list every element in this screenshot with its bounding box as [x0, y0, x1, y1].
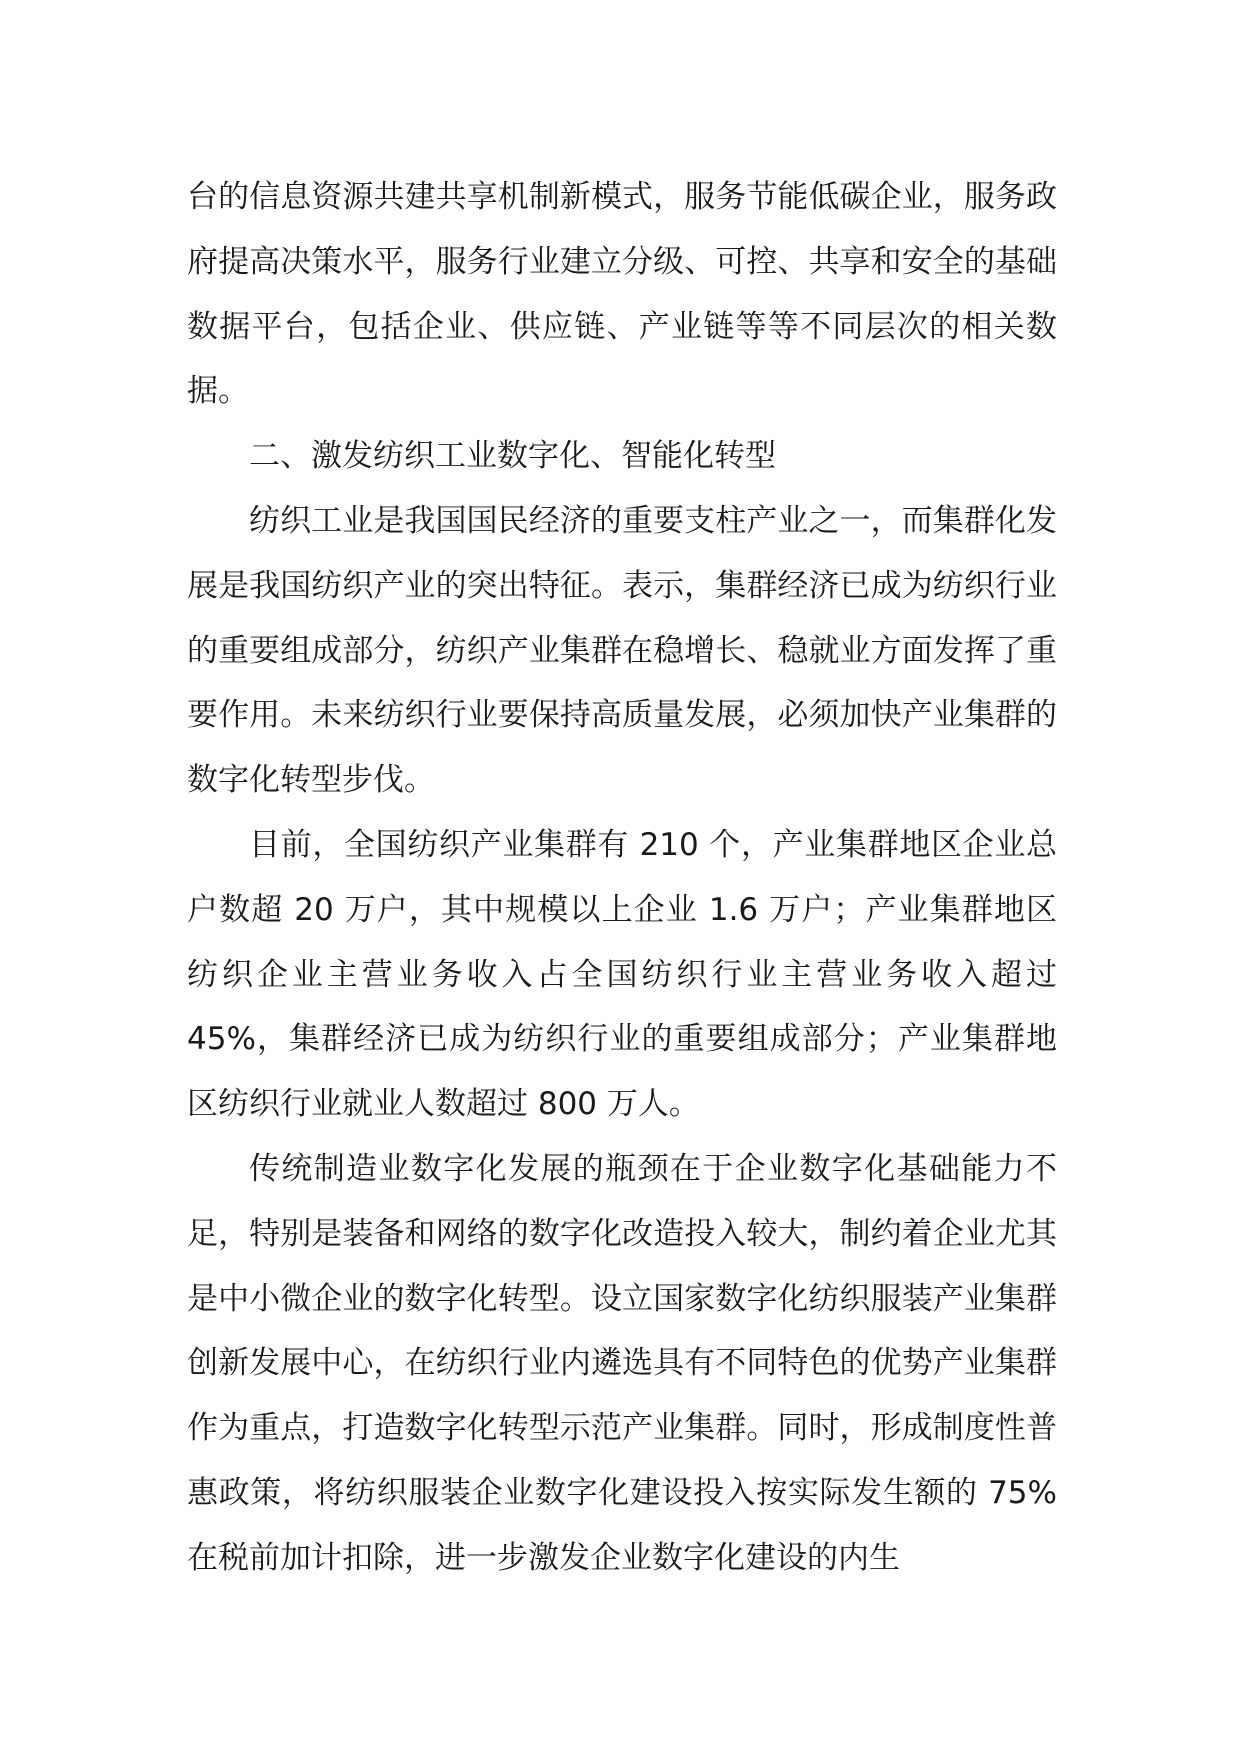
body-text: [187, 165, 1057, 1591]
paragraph: 目前，全国纺织产业集群有 210 个，产业集群地区企业总户数超 20 万户，其中规模以上企业 1.6 万户；产业集群地区纺织企业主营业务收入占全国纺织行业主营业务收入超过 45%，集群经济已成为纺织行业的重要组成部分；产业集群地区纺织行业就业人数超过 800 万人。: [187, 826, 1057, 1123]
paragraph: 纺织工业是我国国民经济的重要支柱产业之一，而集群化发展是我国纺织产业的突出特征。表示，集群经济已成为纺织行业的重要组成部分，纺织产业集群在稳增长、稳就业方面发挥了重要作用。未来纺织行业要保持高质量发展，必须加快产业集群的数字化转型步伐。: [187, 502, 1057, 799]
section-heading: 二、激发纺织工业数字化、智能化转型: [249, 438, 776, 475]
paragraph: 传统制造业数字化发展的瓶颈在于企业数字化基础能力不足，特别是装备和网络的数字化改造投入较大，制约着企业尤其是中小微企业的数字化转型。设立国家数字化纺织服装产业集群创新发展中心，在纺织行业内遴选具有不同特色的优势产业集群作为重点，打造数字化转型示范产业集群。同时，形成制度性普惠政策，将纺织服装企业数字化建设投入按实际发生额的 75%在税前加计扣除，进一步激发企业数字化建设的内生: [187, 1150, 1057, 1576]
paragraph-continuation: 台的信息资源共建共享机制新模式，服务节能低碳企业，服务政府提高决策水平，服务行业建立分级、可控、共享和安全的基础数据平台，包括企业、供应链、产业链等等不同层次的相关数据。: [187, 179, 1057, 410]
